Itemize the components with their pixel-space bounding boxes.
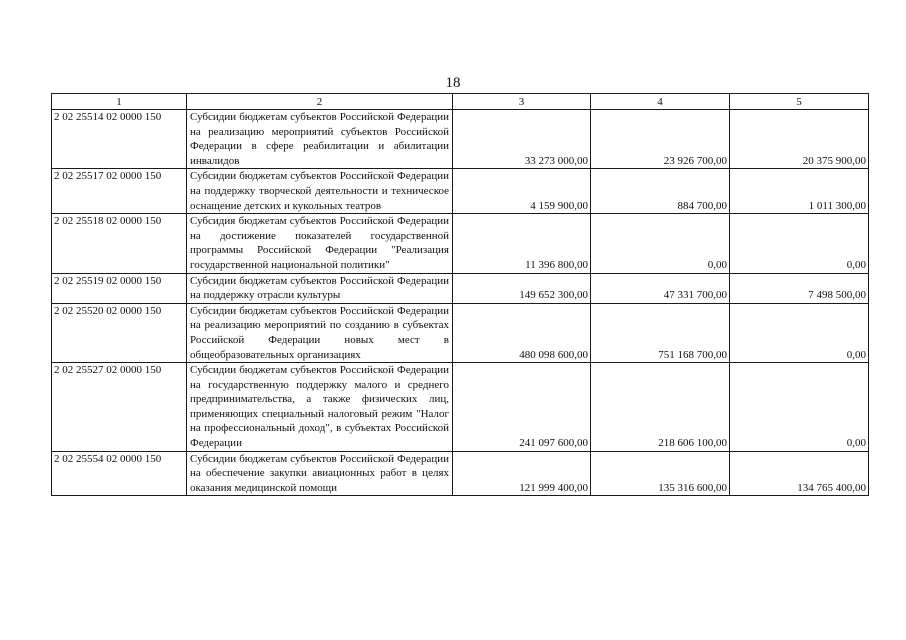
amount-col3-cell: 480 098 600,00 bbox=[453, 303, 591, 362]
amount-col4-cell: 218 606 100,00 bbox=[591, 363, 730, 452]
amount-col3-cell: 4 159 900,00 bbox=[453, 169, 591, 214]
budget-code-cell: 2 02 25519 02 0000 150 bbox=[52, 273, 187, 303]
amount-col4-cell: 884 700,00 bbox=[591, 169, 730, 214]
column-header-2: 2 bbox=[187, 94, 453, 110]
table-row bbox=[52, 363, 869, 452]
amount-col4-cell: 751 168 700,00 bbox=[591, 303, 730, 362]
description-cell: Субсидия бюджетам субъектов Российской Федерации на достижение показателей государственной программы Российской Федерации "Реализация государственной национальной политики" bbox=[187, 214, 453, 273]
amount-col5-cell: 0,00 bbox=[730, 303, 869, 362]
table-row bbox=[52, 451, 869, 496]
amount-col3-cell: 149 652 300,00 bbox=[453, 273, 591, 303]
budget-code-cell: 2 02 25527 02 0000 150 bbox=[52, 363, 187, 452]
budget-code-cell: 2 02 25520 02 0000 150 bbox=[52, 303, 187, 362]
amount-col4-cell: 0,00 bbox=[591, 214, 730, 273]
table-row bbox=[52, 214, 869, 273]
budget-code-cell: 2 02 25554 02 0000 150 bbox=[52, 451, 187, 496]
amount-col3-cell: 33 273 000,00 bbox=[453, 110, 591, 169]
budget-code-cell: 2 02 25517 02 0000 150 bbox=[52, 169, 187, 214]
amount-col5-cell: 1 011 300,00 bbox=[730, 169, 869, 214]
amount-col5-cell: 20 375 900,00 bbox=[730, 110, 869, 169]
description-cell: Субсидии бюджетам субъектов Российской Федерации на обеспечение закупки авиационных работ в целях оказания медицинской помощи bbox=[187, 451, 453, 496]
amount-col5-cell: 134 765 400,00 bbox=[730, 451, 869, 496]
description-cell: Субсидии бюджетам субъектов Российской Федерации на поддержку отрасли культуры bbox=[187, 273, 453, 303]
table-row bbox=[52, 303, 869, 362]
table-row bbox=[52, 273, 869, 303]
table-header-row bbox=[52, 94, 869, 110]
budget-table bbox=[51, 93, 869, 496]
amount-col5-cell: 0,00 bbox=[730, 363, 869, 452]
amount-col5-cell: 7 498 500,00 bbox=[730, 273, 869, 303]
amount-col4-cell: 47 331 700,00 bbox=[591, 273, 730, 303]
amount-col3-cell: 11 396 800,00 bbox=[453, 214, 591, 273]
table-row bbox=[52, 110, 869, 169]
column-header-3: 3 bbox=[453, 94, 591, 110]
amount-col4-cell: 135 316 600,00 bbox=[591, 451, 730, 496]
budget-code-cell: 2 02 25518 02 0000 150 bbox=[52, 214, 187, 273]
amount-col5-cell: 0,00 bbox=[730, 214, 869, 273]
column-header-1: 1 bbox=[52, 94, 187, 110]
description-cell: Субсидии бюджетам субъектов Российской Федерации на реализацию мероприятий субъектов Российской Федерации в сфере реабилитации и абилитации инвалидов bbox=[187, 110, 453, 169]
table-row bbox=[52, 169, 869, 214]
column-header-4: 4 bbox=[591, 94, 730, 110]
amount-col4-cell: 23 926 700,00 bbox=[591, 110, 730, 169]
description-cell: Субсидии бюджетам субъектов Российской Федерации на реализацию мероприятий по созданию в субъектах Российской Федерации новых мест в общеобразовательных организациях bbox=[187, 303, 453, 362]
amount-col3-cell: 121 999 400,00 bbox=[453, 451, 591, 496]
description-cell: Субсидии бюджетам субъектов Российской Федерации на поддержку творческой деятельности и техническое оснащение детских и кукольных театров bbox=[187, 169, 453, 214]
page-number: 18 bbox=[445, 75, 461, 91]
budget-code-cell: 2 02 25514 02 0000 150 bbox=[52, 110, 187, 169]
amount-col3-cell: 241 097 600,00 bbox=[453, 363, 591, 452]
description-cell: Субсидии бюджетам субъектов Российской Федерации на государственную поддержку малого и среднего предпринимательства, а также физических лиц, применяющих специальный налоговый режим "Налог на профессиональный доход", в субъектах Российской Федерации bbox=[187, 363, 453, 452]
column-header-5: 5 bbox=[730, 94, 869, 110]
